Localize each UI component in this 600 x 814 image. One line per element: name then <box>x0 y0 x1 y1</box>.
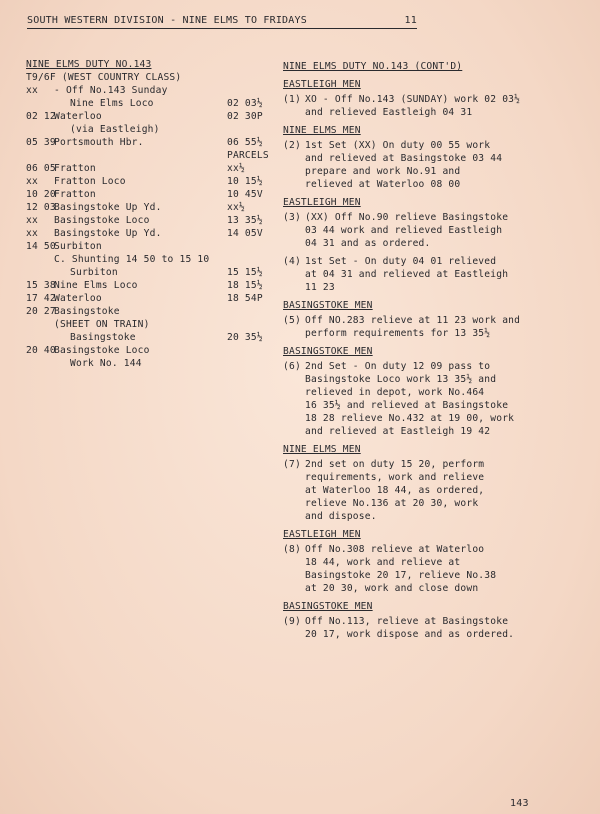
header-title: SOUTH WESTERN DIVISION - NINE ELMS TO FRIDAYS <box>27 15 307 26</box>
row-time <box>26 149 54 162</box>
row-location: Surbiton <box>70 267 118 278</box>
row-time: 12 03 <box>26 202 56 213</box>
row-location: C. Shunting 14 50 to 15 10 <box>54 254 210 265</box>
section-entry <box>283 211 583 250</box>
row-location: Basingstoke Loco <box>54 345 150 356</box>
entry-number: (7) <box>283 459 301 470</box>
duty-subtitle: T9/6F (WEST COUNTRY CLASS) <box>26 72 182 83</box>
section-heading: EASTLEIGH MEN <box>283 529 361 540</box>
row-departure <box>227 253 271 266</box>
row-time: 20 40 <box>26 345 56 356</box>
schedule-row <box>26 110 271 123</box>
schedule-row <box>26 344 271 357</box>
section-heading: BASINGSTOKE MEN <box>283 300 373 311</box>
crew-section <box>283 196 583 250</box>
row-location: (via Eastleigh) <box>70 124 160 135</box>
section-heading: NINE ELMS MEN <box>283 444 361 455</box>
row-location: Portsmouth Hbr. <box>54 137 144 148</box>
schedule-row <box>26 227 271 240</box>
row-departure <box>227 305 271 318</box>
section-entry <box>283 360 583 438</box>
row-location: - Off No.143 Sunday <box>54 85 168 96</box>
row-location: Nine Elms Loco <box>54 280 138 291</box>
row-location: Nine Elms Loco <box>70 98 154 109</box>
schedule-row <box>26 240 271 253</box>
entry-text: Off NO.283 relieve at 11 23 work and perform requirements for 13 35½ <box>305 315 521 339</box>
schedule-row <box>26 201 271 214</box>
page-header <box>27 14 417 29</box>
row-location: Basingstoke Loco <box>54 215 150 226</box>
section-entry <box>283 543 583 595</box>
entry-number: (9) <box>283 616 301 627</box>
row-departure: 02 30P <box>227 111 263 122</box>
crew-sections <box>283 78 583 641</box>
row-location: Basingstoke Up Yd. <box>54 228 162 239</box>
schedule-row <box>26 331 271 344</box>
row-departure <box>227 318 271 331</box>
row-time <box>26 266 54 279</box>
entry-text: 1st Set (XX) On duty 00 55 work and relieved at Basingstoke 03 44 prepare and work No.91 and relieved at Waterloo 08 00 <box>305 140 503 190</box>
row-time <box>26 357 54 370</box>
row-location: Waterloo <box>54 111 102 122</box>
row-time: 17 42 <box>26 293 56 304</box>
row-time: 05 39 <box>26 137 56 148</box>
schedule-row <box>26 357 271 370</box>
schedule-row <box>26 214 271 227</box>
schedule-row <box>26 279 271 292</box>
page-footer-number: 143 <box>510 798 529 809</box>
row-location: (SHEET ON TRAIN) <box>54 319 150 330</box>
row-departure: 10 45V <box>227 189 263 200</box>
row-departure: 14 05V <box>227 228 263 239</box>
row-location: Work No. 144 <box>70 358 142 369</box>
section-heading: EASTLEIGH MEN <box>283 197 361 208</box>
section-entry <box>283 139 583 191</box>
entry-number: (5) <box>283 315 301 326</box>
row-location: Fratton <box>54 189 96 200</box>
entry-text: 2nd set on duty 15 20, perform requirements, work and relieve at Waterloo 18 44, as ordered, relieve No.136 at 20 30, work and dispose. <box>305 459 485 522</box>
row-departure <box>227 84 271 97</box>
row-time: xx <box>26 176 38 187</box>
row-departure: 20 35½ <box>227 332 263 343</box>
section-heading: BASINGSTOKE MEN <box>283 601 373 612</box>
crew-section <box>283 345 583 438</box>
row-time <box>26 331 54 344</box>
schedule-row <box>26 318 271 331</box>
row-location: Basingstoke Up Yd. <box>54 202 162 213</box>
left-column <box>26 58 271 370</box>
row-location: Basingstoke <box>70 332 136 343</box>
duty-title: NINE ELMS DUTY NO.143 <box>26 59 152 70</box>
entry-number: (3) <box>283 212 301 223</box>
entry-text: Off No.308 relieve at Waterloo 18 44, work and relieve at Basingstoke 20 17, relieve No.38 at 20 30, work and close down <box>305 544 497 594</box>
row-departure: 06 55½ <box>227 137 263 148</box>
continued-title: NINE ELMS DUTY NO.143 (CONT'D) <box>283 61 463 72</box>
entry-number: (2) <box>283 140 301 151</box>
section-heading: EASTLEIGH MEN <box>283 79 361 90</box>
crew-section <box>283 78 583 119</box>
entry-number: (8) <box>283 544 301 555</box>
row-time: 06 05 <box>26 163 56 174</box>
row-departure <box>227 123 271 136</box>
row-departure: xx½ <box>227 202 245 213</box>
schedule-row <box>26 188 271 201</box>
row-departure: 13 35½ <box>227 215 263 226</box>
row-time: xx <box>26 228 38 239</box>
row-location: Surbiton <box>54 241 102 252</box>
entry-number: (4) <box>283 256 301 267</box>
row-departure: 02 03½ <box>227 98 263 109</box>
row-departure: 15 15½ <box>227 267 263 278</box>
schedule-row <box>26 305 271 318</box>
row-departure <box>227 344 271 357</box>
entry-text: XO - Off No.143 (SUNDAY) work 02 03½ and relieved Eastleigh 04 31 <box>305 94 521 118</box>
entry-text: (XX) Off No.90 relieve Basingstoke 03 44 work and relieved Eastleigh 04 31 and as ordered. <box>305 212 509 249</box>
row-departure: 18 54P <box>227 293 263 304</box>
entry-text: 1st Set - On duty 04 01 relieved at 04 31 and relieved at Eastleigh 11 23 <box>305 256 509 293</box>
schedule-row <box>26 84 271 97</box>
row-departure: 10 15½ <box>227 176 263 187</box>
row-location <box>54 149 227 162</box>
row-departure <box>227 240 271 253</box>
section-heading: NINE ELMS MEN <box>283 125 361 136</box>
row-time <box>26 253 54 266</box>
schedule-row <box>26 149 271 162</box>
section-entry <box>283 314 583 340</box>
schedule-row <box>26 175 271 188</box>
crew-section <box>283 600 583 641</box>
crew-section <box>283 255 583 294</box>
section-heading: BASINGSTOKE MEN <box>283 346 373 357</box>
schedule-row <box>26 266 271 279</box>
row-time: 20 27 <box>26 306 56 317</box>
schedule-table <box>26 84 271 370</box>
row-departure <box>227 357 271 370</box>
schedule-row <box>26 136 271 149</box>
row-location: Basingstoke <box>54 306 120 317</box>
entry-text: Off No.113, relieve at Basingstoke 20 17, work dispose and as ordered. <box>305 616 515 640</box>
row-time: xx <box>26 215 38 226</box>
row-departure: 18 15½ <box>227 280 263 291</box>
row-time <box>26 123 54 136</box>
crew-section <box>283 124 583 191</box>
row-departure: PARCELS <box>227 150 269 161</box>
crew-section <box>283 299 583 340</box>
row-time: xx <box>26 85 38 96</box>
entry-text: 2nd Set - On duty 12 09 pass to Basingstoke Loco work 13 35½ and relieved in depot, work No.464 16 35½ and relieved at Basingstoke 18 28 relieve No.432 at 19 00, work and relieved at Eastleigh 19 42 <box>305 361 515 437</box>
entry-number: (6) <box>283 361 301 372</box>
header-page-number: 11 <box>404 15 417 26</box>
schedule-row <box>26 162 271 175</box>
section-entry <box>283 458 583 523</box>
row-time <box>26 97 54 110</box>
row-time: 15 38 <box>26 280 56 291</box>
schedule-row <box>26 253 271 266</box>
entry-number: (1) <box>283 94 301 105</box>
section-entry <box>283 615 583 641</box>
row-time <box>26 318 54 331</box>
row-time: 10 20 <box>26 189 56 200</box>
row-location: Waterloo <box>54 293 102 304</box>
schedule-row <box>26 97 271 110</box>
section-entry <box>283 93 583 119</box>
row-departure: xx½ <box>227 163 245 174</box>
schedule-row <box>26 292 271 305</box>
section-entry <box>283 255 583 294</box>
row-location: Fratton <box>54 163 96 174</box>
row-time: 02 12 <box>26 111 56 122</box>
right-column <box>283 60 583 641</box>
crew-section <box>283 528 583 595</box>
row-time: 14 50 <box>26 241 56 252</box>
row-location: Fratton Loco <box>54 176 126 187</box>
crew-section <box>283 443 583 523</box>
schedule-row <box>26 123 271 136</box>
